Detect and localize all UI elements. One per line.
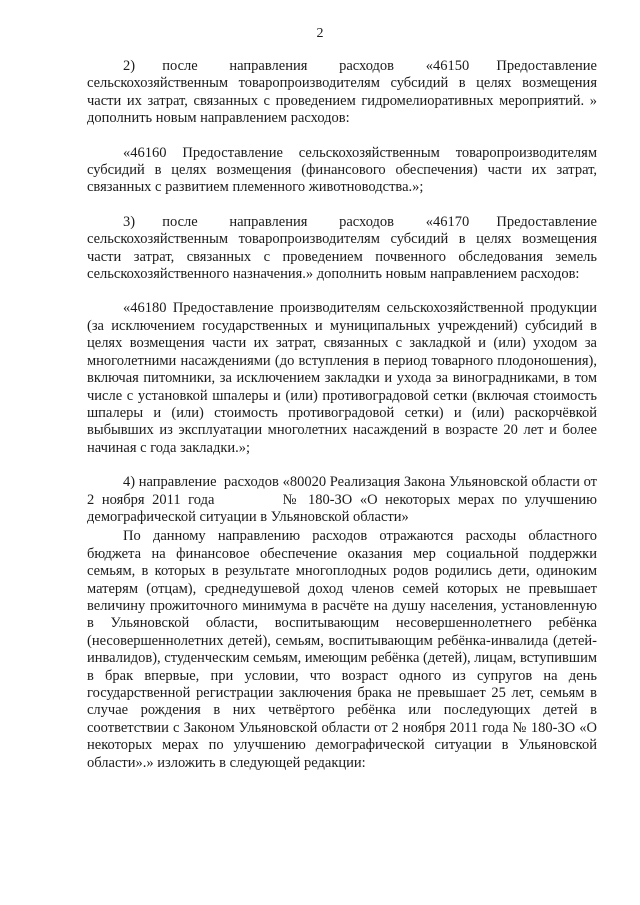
paragraph-code-46180: «46180 Предоставление производителям сельскохозяйственной продукции (за исключением государственных и муниципальных учреждений) субсидий в целях возмещения части их затрат, связанных с закладкой и (или) уходом за многолетними насаждениями (до вступления в период товарного плодоношения), включая питомники, за исключением закладки и ухода за виноградниками, в том числе с установкой шпалеры и (или) противоградовой сетки (включая стоимость шпалеры и (или) стоимость противоградовой сетки) и (или) раскорчёвкой выбывших из эксплуатации многолетних насаждений в возрасте 20 лет и более начиная с года закладки.»; — [87, 300, 597, 456]
paragraph-item-2: 2) после направления расходов «46150 Предоставление сельскохозяйственным товаропроизводителям субсидий в целях возмещения части их затрат, связанных с проведением гидромелиоративных мероприятий. » дополнить новым направлением расходов: — [87, 58, 597, 127]
paragraph-item-4: 4) направление расходов «80020 Реализация Закона Ульяновской области от 2 ноября 2011 года № 180-ЗО «О некоторых мерах по улучшению демографической ситуации в Ульяновской области» — [87, 474, 597, 525]
paragraph-expenses-description: По данному направлению расходов отражаются расходы областного бюджета на финансовое обеспечение оказания мер социальной поддержки семьям, в которых в результате многоплодных родов родились дети, одиноким матерям (отцам), среднедушевой доход членов семей которых не превышает величину прожиточного минимума в расчёте на душу населения, установленную в Ульяновской области, воспитывающим несовершеннолетнего ребёнка (несовершеннолетних детей), семьям, воспитывающим ребёнка-инвалида (детей-инвалидов), студенческим семьям, имеющим ребёнка (детей), лицам, вступившим в брак впервые, при условии, что возраст одного из супругов на день государственной регистрации заключения брака не превышает 25 лет, семьям в случае рождения в них четвёртого ребёнка или последующих детей в соответствии с Законом Ульяновской области от 2 ноября 2011 года № 180-ЗО «О некоторых мерах по улучшению демографической ситуации в Ульяновской области».» изложить в следующей редакции: — [87, 528, 597, 771]
paragraph-code-46160: «46160 Предоставление сельскохозяйственным товаропроизводителям субсидий в целях возмещения (финансового обеспечения) части их затрат, связанных с развитием племенного животноводства.»; — [87, 144, 597, 196]
page-number: 2 — [316, 26, 324, 41]
document-body — [87, 58, 597, 772]
paragraph-item-3: 3) после направления расходов «46170 Предоставление сельскохозяйственным товаропроизводителям субсидий в целях возмещения части затрат, связанных с проведением почвенного обследования земель сельскохозяйственного назначения.» дополнить новым направлением расходов: — [87, 213, 597, 283]
